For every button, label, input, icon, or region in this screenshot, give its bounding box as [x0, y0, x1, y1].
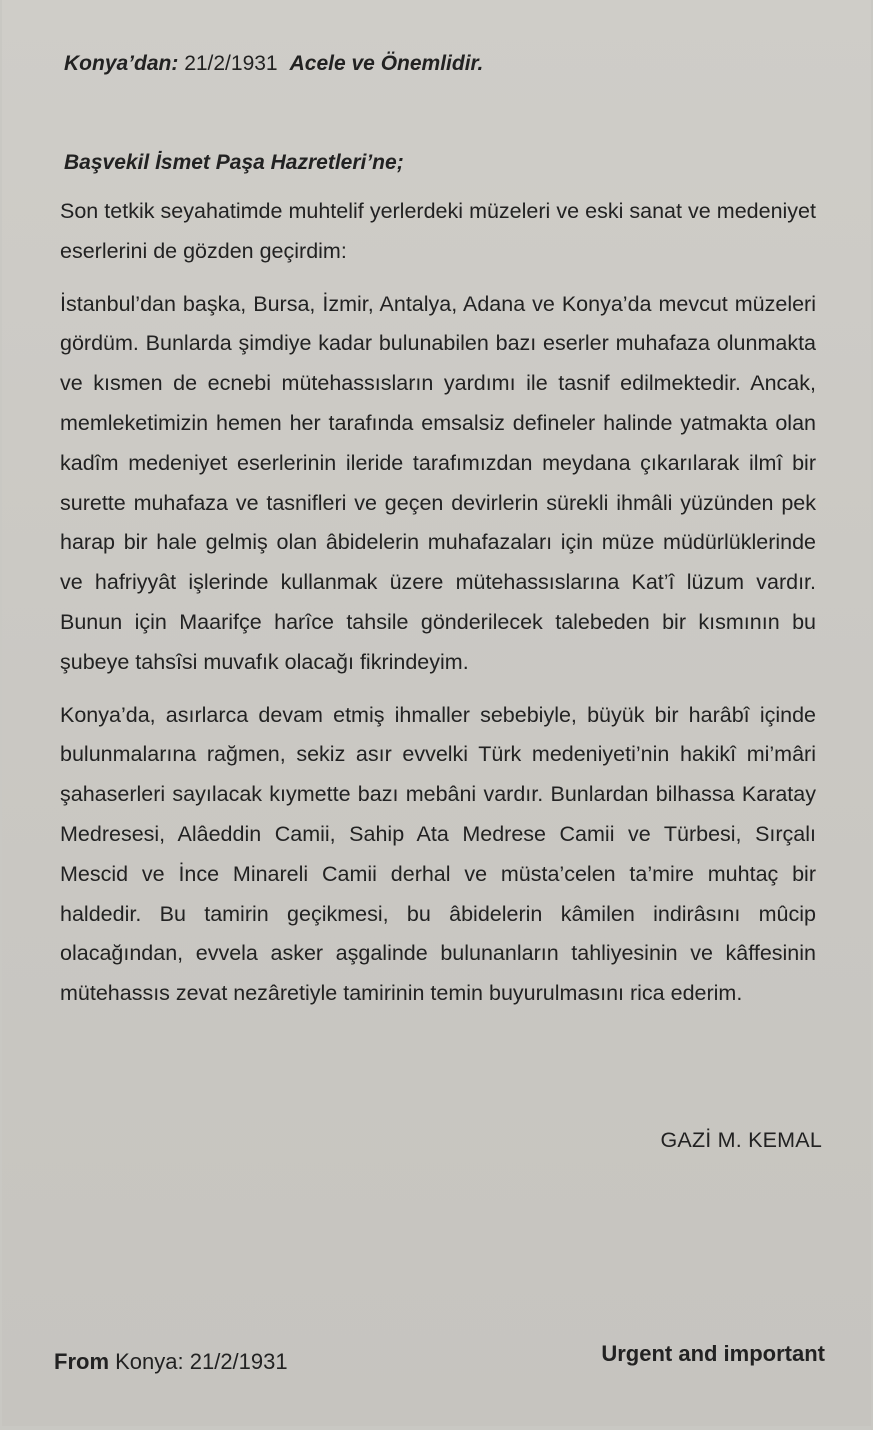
salutation: Başvekil İsmet Paşa Hazretleri’ne;	[64, 151, 404, 174]
paragraph-museums: İstanbul’dan başka, Bursa, İzmir, Antalya, Adana ve Konya’da mevcut müzeleri gördüm. Bunlarda şimdiye kadar bulunabilen bazı eserler muhafaza olunmakta ve kısmen de ecnebi mütehassısların yardımı ile tasnif edilmektedir. Ancak, memleketimizin hemen her tarafında emsalsiz defineler halinde yatmakta olan kadîm medeniyet eserlerinin ileride tarafımızdan meydana çıkarılarak ilmî bir surette muhafaza ve tasnifleri ve geçen devirlerin sürekli ihmâli yüzünden pek harap bir hale gelmiş olan âbidelerin muhafazaları için müze müdürlüklerinde ve hafriyyât işlerinde kullanmak üzere mütehassıslarına Kat’î lüzum vardır. Bunun için Maarifçe harîce tahsile gönderilecek talebeden bir kısmının bu şubeye tahsîsi muvafık olacağı fikrindeyim.	[60, 291, 816, 674]
paragraph-konya: Konya’da, asırlarca devam etmiş ihmaller sebebiyle, büyük bir harâbî içinde bulunmalarına rağmen, sekiz asır evvelki Türk medeniyeti’nin hakikî mi’mâri şahaserleri sayılacak kıymette bazı mebâni vardır. Bunlardan bilhassa Karatay Medresesi, Alâeddin Camii, Sahip Ata Medrese Camii ve Türbesi, Sırçalı Mescid ve İnce Minareli Camii derhal ve müsta’celen ta’mire muhtaç bir haldedir. Bu tamirin geçikmesi, bu âbidelerin kâmilen indirâsını mûcip olacağından, evvela asker aşgalinde bulunanların tahliyesinin ve kâffesinin mütehassıs zevat nezâretiyle tamirinin temin buyurulmasını rica ederim.	[60, 702, 816, 1006]
footer-from-label: From	[54, 1349, 109, 1374]
letter-header	[64, 52, 483, 76]
letter-body	[60, 192, 816, 1027]
letter-date: 21/2/1931	[184, 52, 278, 75]
from-label: Konya’dan:	[64, 52, 179, 75]
letter-page	[2, 0, 871, 1426]
footer-from	[54, 1349, 288, 1375]
paragraph-intro: Son tetkik seyahatimde muhtelif yerlerdeki müzeleri ve eski sanat ve medeniyet eserlerini de gözden geçirdim:	[60, 199, 816, 263]
priority-note: Acele ve Önemlidir.	[289, 52, 484, 75]
signature: GAZİ M. KEMAL	[660, 1128, 822, 1152]
footer-priority: Urgent and important	[601, 1341, 825, 1366]
footer-from-date: Konya: 21/2/1931	[115, 1349, 288, 1374]
